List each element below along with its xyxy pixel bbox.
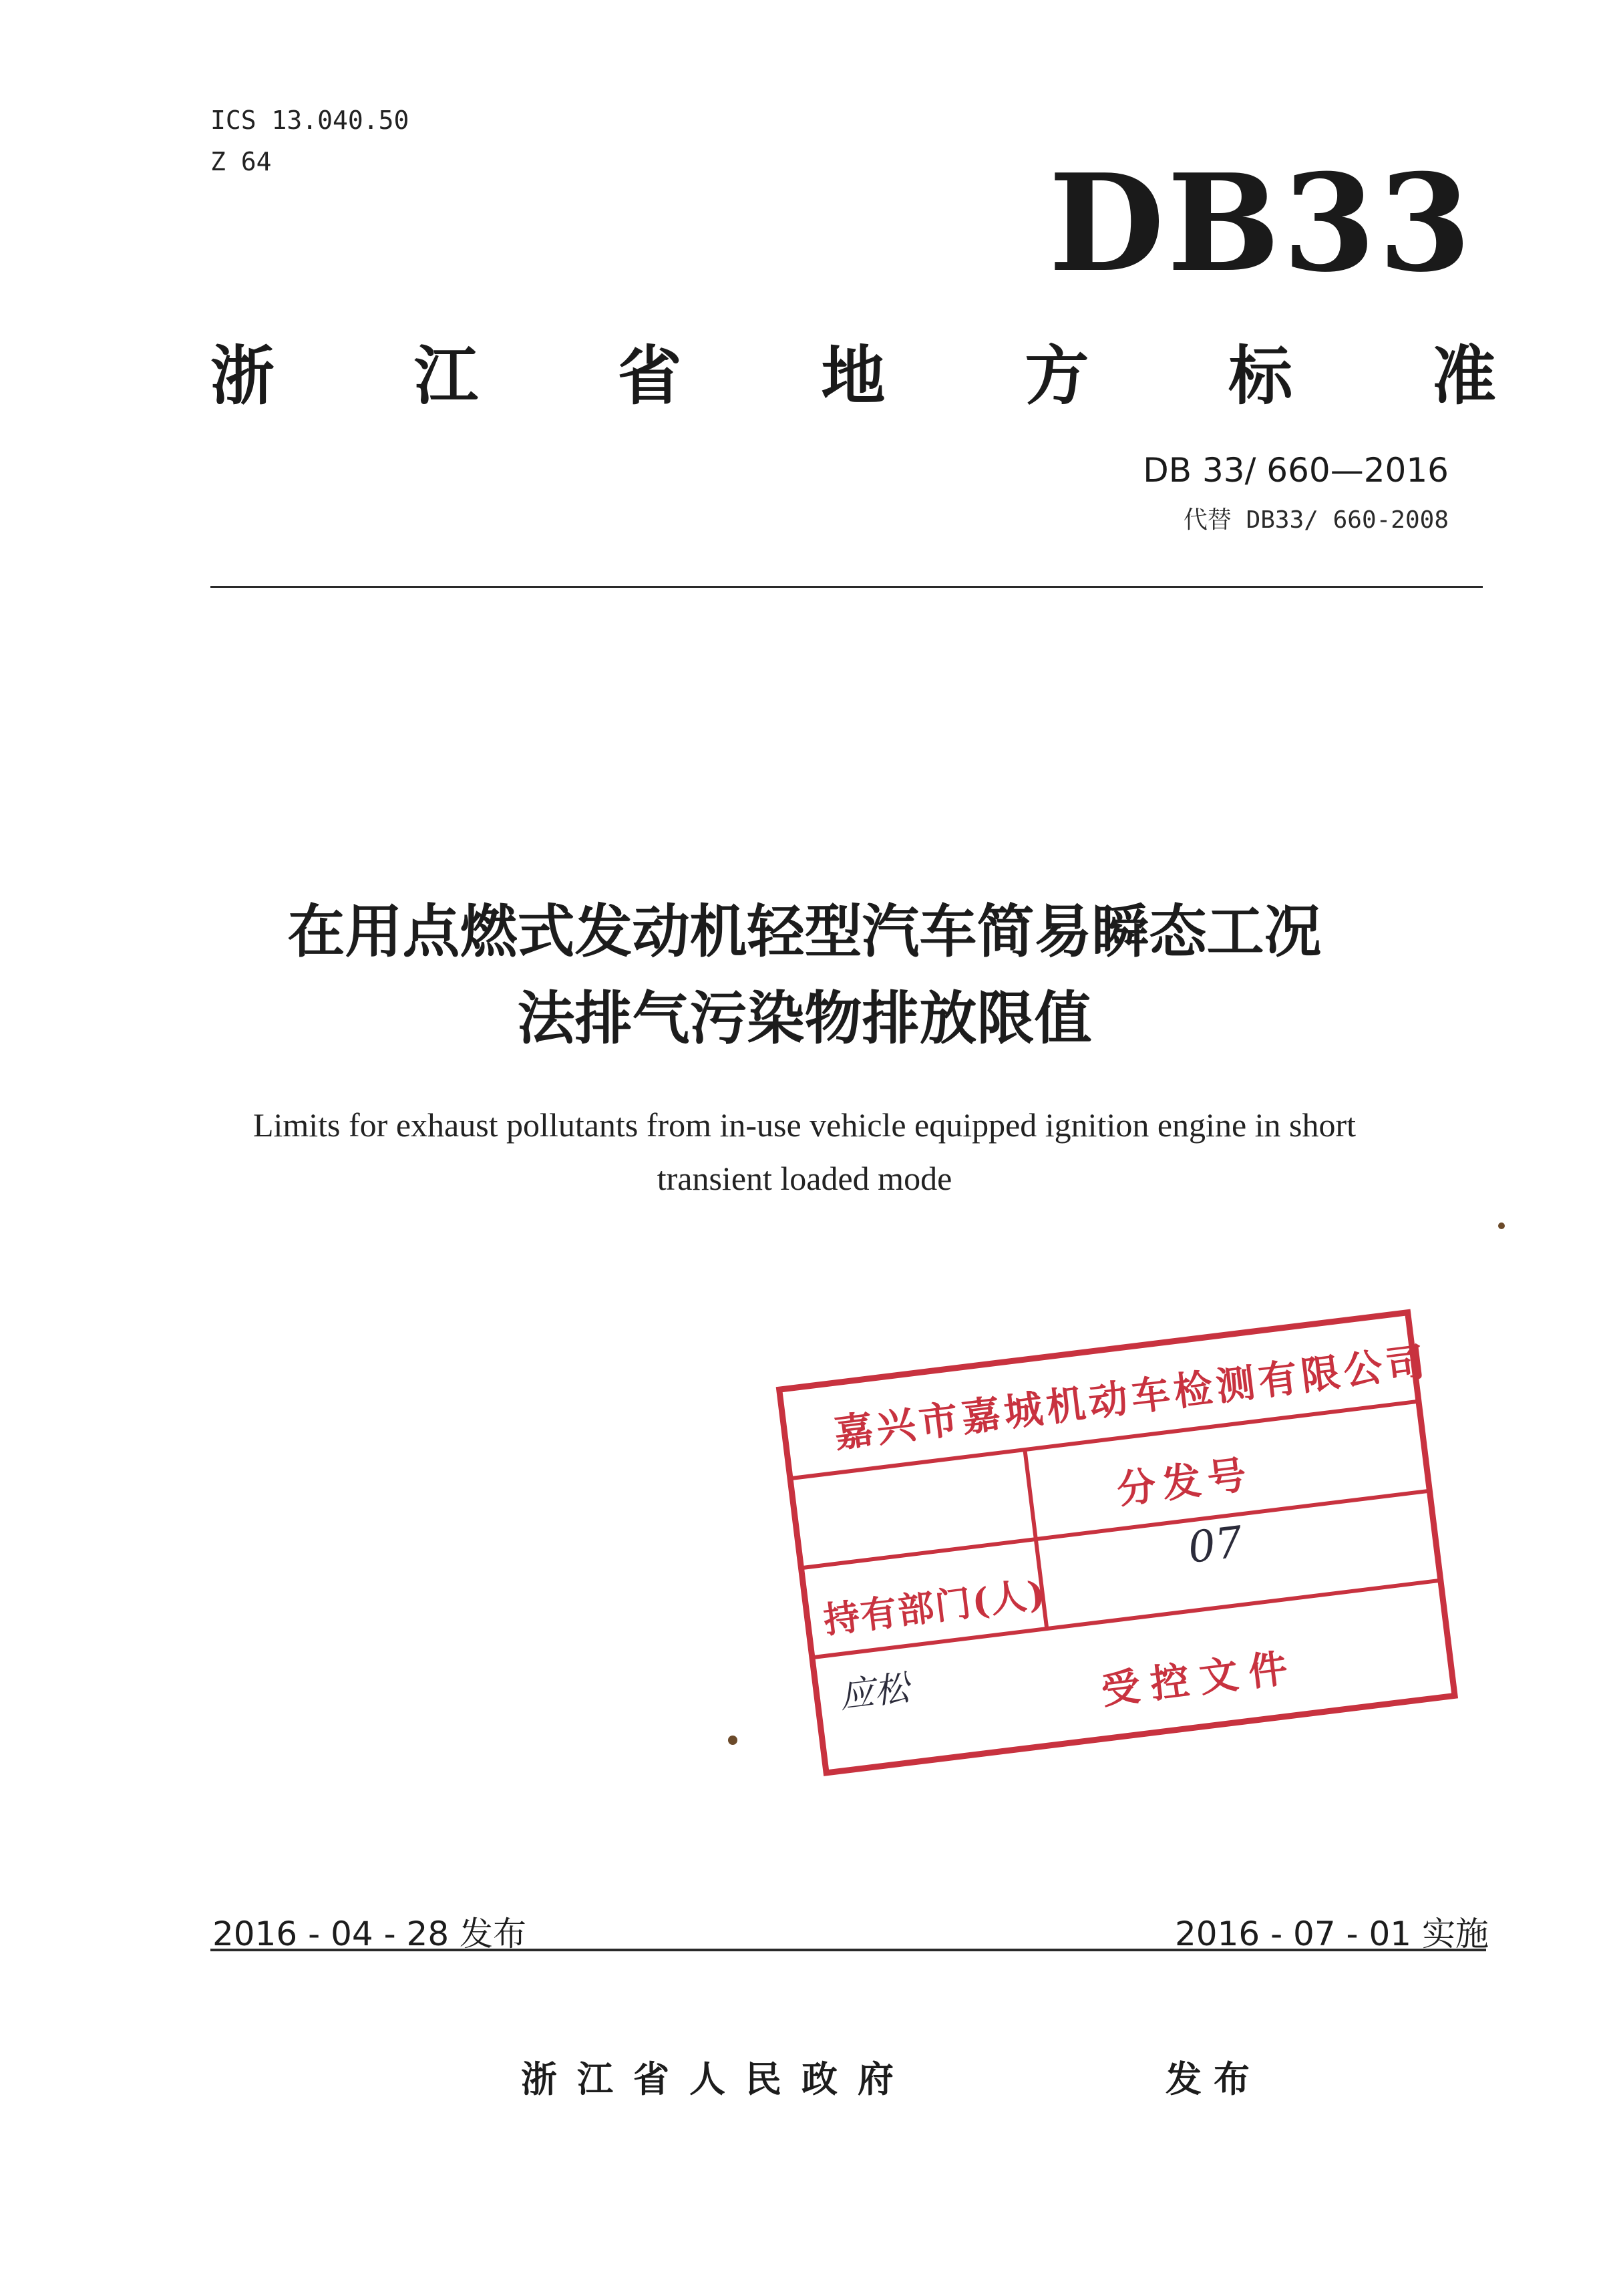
handwritten-holder-name: 应松: [837, 1668, 912, 1717]
paper-speck: [728, 1736, 737, 1745]
db33-logo: DB33: [1049, 145, 1474, 302]
paper-speck: [1498, 1222, 1505, 1229]
handwritten-distribution-number: 07: [1185, 1517, 1246, 1574]
standard-type-char: 浙: [210, 338, 275, 414]
standard-type-char: 标: [1228, 338, 1293, 414]
issuing-authority: 浙江省人民政府: [521, 2058, 914, 2100]
standard-number: DB 33/ 660—2016: [1143, 451, 1449, 490]
standard-type-char: 省: [617, 338, 682, 414]
standard-type-heading: [210, 327, 1496, 414]
standard-type-char: 地: [821, 338, 886, 414]
standard-type-char: 方: [1025, 338, 1089, 414]
title-en-line2: transient loaded mode: [657, 1160, 952, 1197]
issue-date: 2016 - 04 - 28 发布: [212, 1915, 527, 1953]
stamp-distribution-label: 分发号: [1114, 1451, 1256, 1513]
replaced-standard: 代替 DB33/ 660-2008: [1183, 506, 1449, 534]
standard-type-char: 准: [1431, 338, 1496, 414]
clc-code: Z 64: [210, 147, 272, 176]
title-en-line1: Limits for exhaust pollutants from in-use vehicle equipped ignition engine in short: [252, 1106, 1357, 1144]
stamp-company-name: 嘉兴市嘉城机动车检测有限公司: [832, 1338, 1431, 1457]
control-stamp: [775, 1308, 1459, 1778]
standard-type-char: 江: [413, 338, 478, 414]
header-divider: [210, 586, 1483, 588]
implementation-date: 2016 - 07 - 01 实施: [1174, 1915, 1489, 1953]
stamp-holder-label: 持有部门(人): [821, 1572, 1049, 1642]
ics-code: ICS 13.040.50: [210, 106, 409, 135]
title-cn-line1: 在用点燃式发动机轻型汽车简易瞬态工况: [287, 898, 1322, 965]
issuing-action: 发布: [1166, 2058, 1262, 2100]
title-cn-line2: 法排气污染物排放限值: [517, 985, 1092, 1052]
footer-divider: [210, 1949, 1486, 1951]
stamp-controlled-document: 受控文件: [1099, 1643, 1301, 1713]
